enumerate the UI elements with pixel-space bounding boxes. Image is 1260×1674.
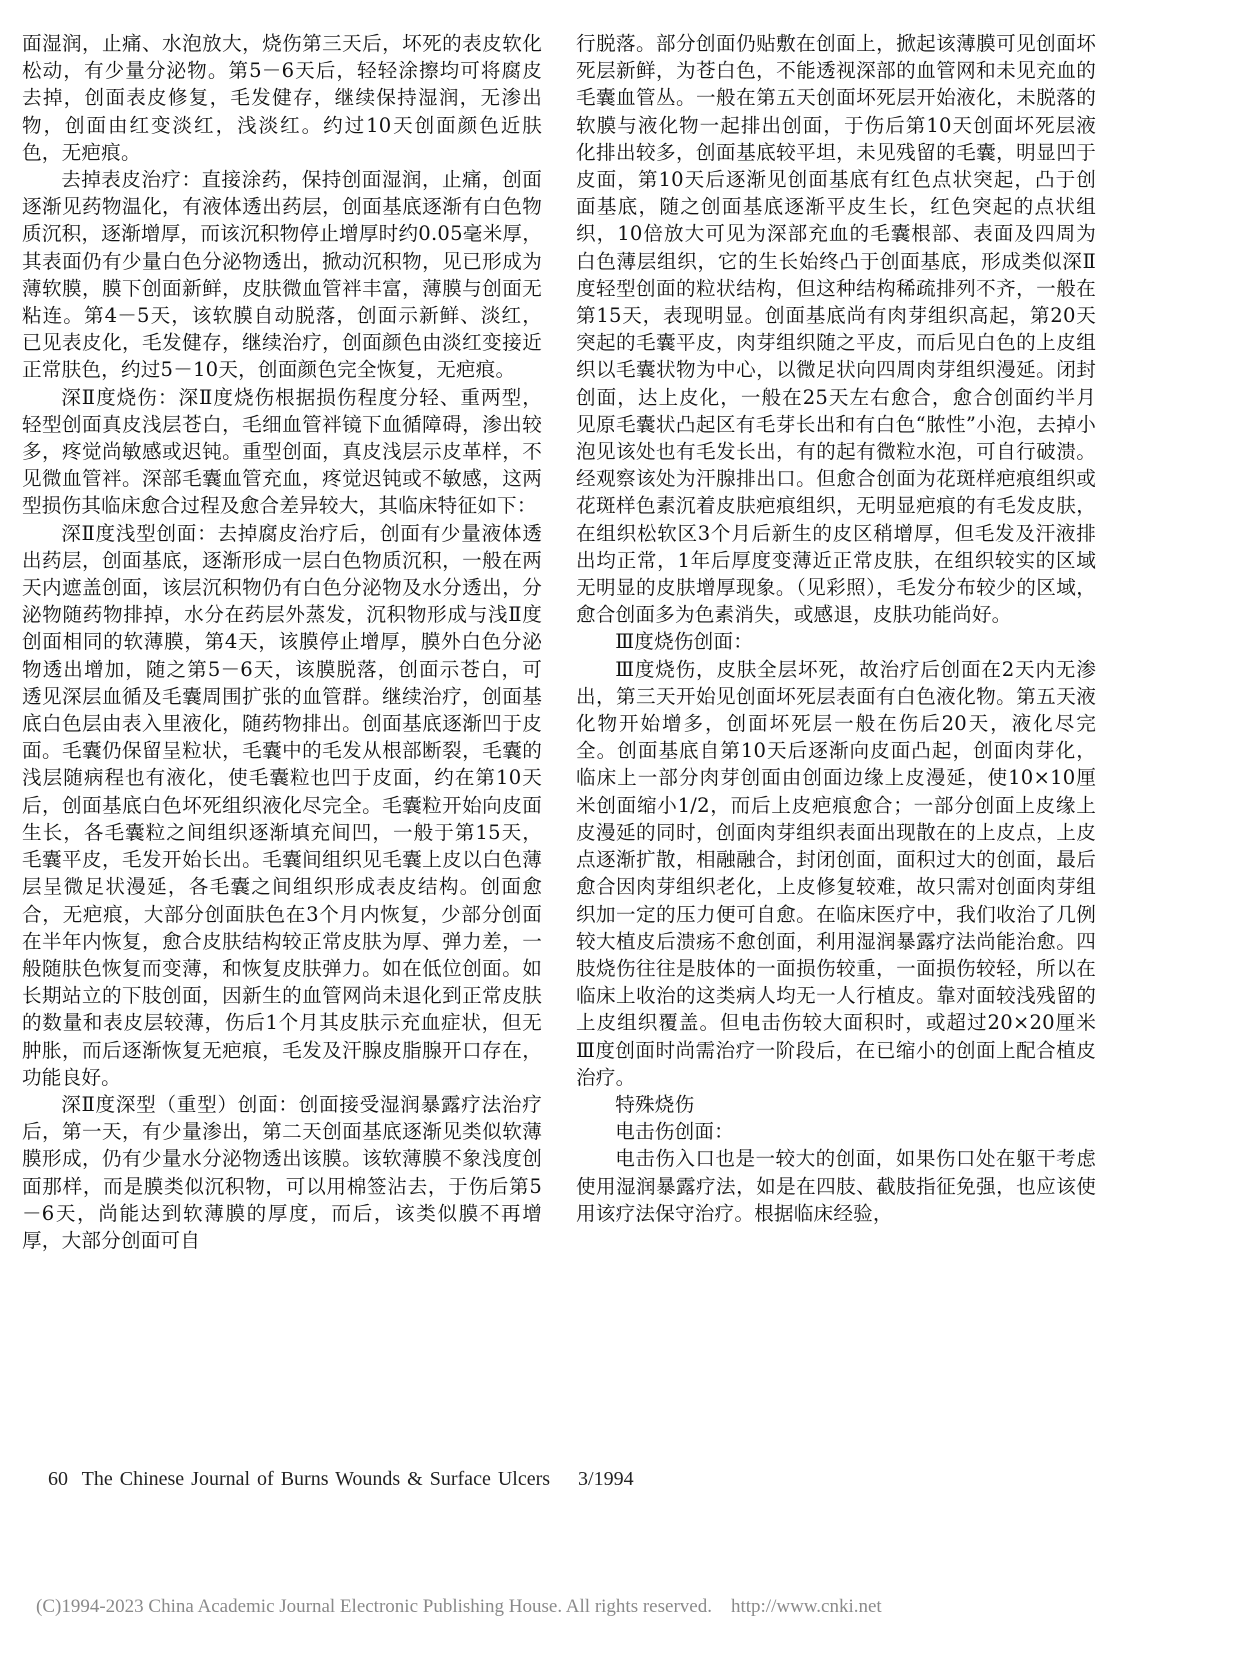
paragraph: 深Ⅱ度烧伤：深Ⅱ度烧伤根据损伤程度分轻、重两型，轻型创面真皮浅层苍白，毛细血管袢镜下血循障碍，渗出较多，疼觉尚敏感或迟钝。重型创面，真皮浅层示皮革样，不见微血管袢。深部毛囊血管充血，疼觉迟钝或不敏感，这两型损伤其临床愈合过程及愈合差异较大，其临床特征如下： <box>22 385 542 518</box>
journal-name: The Chinese Journal of Burns Wounds & Surface Ulcers <box>81 1468 551 1490</box>
page-number: 60 <box>48 1468 68 1490</box>
subsection-heading: 电击伤创面： <box>615 1120 734 1144</box>
right-column <box>576 30 1096 1227</box>
paragraph: Ⅲ度烧伤，皮肤全层坏死，故治疗后创面在2天内无渗出，第三天开始见创面坏死层表面有白色液化物。第五天液化物开始增多，创面坏死层一般在伤后20天，液化尽完全。创面基底自第10天后逐渐向皮面凸起，创面肉芽化，临床上一部分肉芽创面由创面边缘上皮漫延，使10×10厘米创面缩小1/2，而后上皮疤痕愈合；一部分创面上皮缘上皮漫延的同时，创面肉芽组织表面出现散在的上皮点，上皮点逐渐扩散，相融融合，封闭创面，面积过大的创面，最后愈合因肉芽组织老化，上皮修复较难，故只需对创面肉芽组织加一定的压力便可自愈。在临床医疗中，我们收治了几例较大植皮后溃疡不愈创面，利用湿润暴露疗法尚能治愈。四肢烧伤往往是肢体的一面损伤较重，一面损伤较轻，所以在临床上收治的这类病人均无一人行植皮。靠对面较浅残留的上皮组织覆盖。但电击伤较大面积时，或超过20×20厘米Ⅲ度创面时尚需治疗一阶段后，在已缩小的创面上配合植皮治疗。 <box>576 657 1096 1089</box>
section-heading: 特殊烧伤 <box>615 1092 695 1116</box>
left-column <box>22 30 542 1254</box>
section-heading: Ⅲ度烧伤创面： <box>615 630 754 654</box>
issue-label: 3/1994 <box>578 1468 634 1490</box>
paragraph: 电击伤入口也是一较大的创面，如果伤口处在躯干考虑使用湿润暴露疗法，如是在四肢、截肢指征免强，也应该使用该疗法保守治疗。根据临床经验， <box>576 1147 1096 1225</box>
paragraph: 去掉表皮治疗：直接涂药，保持创面湿润，止痛，创面逐渐见药物温化，有液体透出药层，创面基底逐渐有白色物质沉积，逐渐增厚，而该沉积物停止增厚时约0.05毫米厚，其表面仍有少量白色分泌物透出，掀动沉积物，见已形成为薄软膜，膜下创面新鲜，皮肤微血管袢丰富，薄膜与创面无粘连。第4－5天，该软膜自动脱落，创面示新鲜、淡红，已见表皮化，毛发健存，继续治疗，创面颜色由淡红变接近正常肤色，约过5－10天，创面颜色完全恢复，无疤痕。 <box>22 168 542 382</box>
paragraph: 行脱落。部分创面仍贴敷在创面上，掀起该薄膜可见创面坏死层新鲜，为苍白色，不能透视深部的血管网和未见充血的毛囊血管丛。一般在第五天创面坏死层开始液化，未脱落的软膜与液化物一起排出创面，于伤后第10天创面坏死层液化排出较多，创面基底较平坦，未见残留的毛囊，明显凹于皮面，第10天后逐渐见创面基底有红色点状突起，凸于创面基底，随之创面基底逐渐平皮生长，红色突起的点状组织，10倍放大可见为深部充血的毛囊根部、表面及四周为白色薄层组织，它的生长始终凸于创面基底，形成类似深Ⅱ度轻型创面的粒状结构，但这种结构稀疏排列不齐，一般在第15天，表现明显。创面基底尚有肉芽组织高起，第20天突起的毛囊平皮，肉芽组织随之平皮，而后见白色的上皮组织以毛囊状物为中心，以微足状向四周肉芽组织漫延。闭封创面，达上皮化，一般在25天左右愈合，愈合创面约半月见原毛囊状凸起区有毛芽长出和有白色“脓性”小泡，去掉小泡见该处也有毛发长出，有的起有微粒水泡，可自行破溃。经观察该处为汗腺排出口。但愈合创面为花斑样疤痕组织或花斑样色素沉着皮肤疤痕组织，无明显疤痕的有毛发皮肤，在组织松软区3个月后新生的皮区稍增厚，但毛发及汗液排出均正常，1年后厚度变薄近正常皮肤，在组织较实的区域无明显的皮肤增厚现象。（见彩照），毛发分布较少的区域，愈合创面多为色素消失，或感退，皮肤功能尚好。 <box>576 32 1096 627</box>
paragraph: 面湿润，止痛、水泡放大，烧伤第三天后，坏死的表皮软化松动，有少量分泌物。第5－6天后，轻轻涂擦均可将腐皮去掉，创面表皮修复，毛发健存，继续保持湿润，无渗出物，创面由红变淡红，浅淡红。约过10天创面颜色近肤色，无疤痕。 <box>22 32 542 164</box>
paragraph: 深Ⅱ度浅型创面：去掉腐皮治疗后，创面有少量液体透出药层，创面基底，逐渐形成一层白色物质沉积，一般在两天内遮盖创面，该层沉积物仍有白色分泌物及水分透出，分泌物随药物排掉，水分在药层外蒸发，沉积物形成与浅Ⅱ度创面相同的软薄膜，第4天，该膜停止增厚，膜外白色分泌物透出增加，随之第5－6天，该膜脱落，创面示苍白，可透见深层血循及毛囊周围扩张的血管群。继续治疗，创面基底白色层由表入里液化，随药物排出。创面基底逐渐凹于皮面。毛囊仍保留呈粒状，毛囊中的毛发从根部断裂，毛囊的浅层随病程也有液化，使毛囊粒也凹于皮面，约在第10天后，创面基底白色坏死组织液化尽完全。毛囊粒开始向皮面生长，各毛囊粒之间组织逐渐填充间凹，一般于第15天，毛囊平皮，毛发开始长出。毛囊间组织见毛囊上皮以白色薄层呈微足状漫延，各毛囊之间组织形成表皮结构。创面愈合，无疤痕，大部分创面肤色在3个月内恢复，少部分创面在半年内恢复，愈合皮肤结构较正常皮肤为厚、弹力差，一般随肤色恢复而变薄，和恢复皮肤弹力。如在低位创面。如长期站立的下肢创面，因新生的血管网尚未退化到正常皮肤的数量和表皮层较薄，伤后1个月其皮肤示充血症状，但无肿胀，而后逐渐恢复无疤痕，毛发及汗腺皮脂腺开口存在，功能良好。 <box>22 521 542 1089</box>
page-footer <box>48 1468 634 1491</box>
copyright-notice: (C)1994-2023 China Academic Journal Electronic Publishing House. All rights reserved. http://www.cnki.net <box>36 1596 882 1617</box>
paragraph: 深Ⅱ度深型（重型）创面：创面接受湿润暴露疗法治疗后，第一天，有少量渗出，第二天创面基底逐渐见类似软薄膜形成，仍有少量水分泌物透出该膜。该软薄膜不象浅度创面那样，而是膜类似沉积物，可以用棉签沾去，于伤后第5－6天，尚能达到软薄膜的厚度，而后，该类似膜不再增厚，大部分创面可自 <box>22 1092 542 1252</box>
